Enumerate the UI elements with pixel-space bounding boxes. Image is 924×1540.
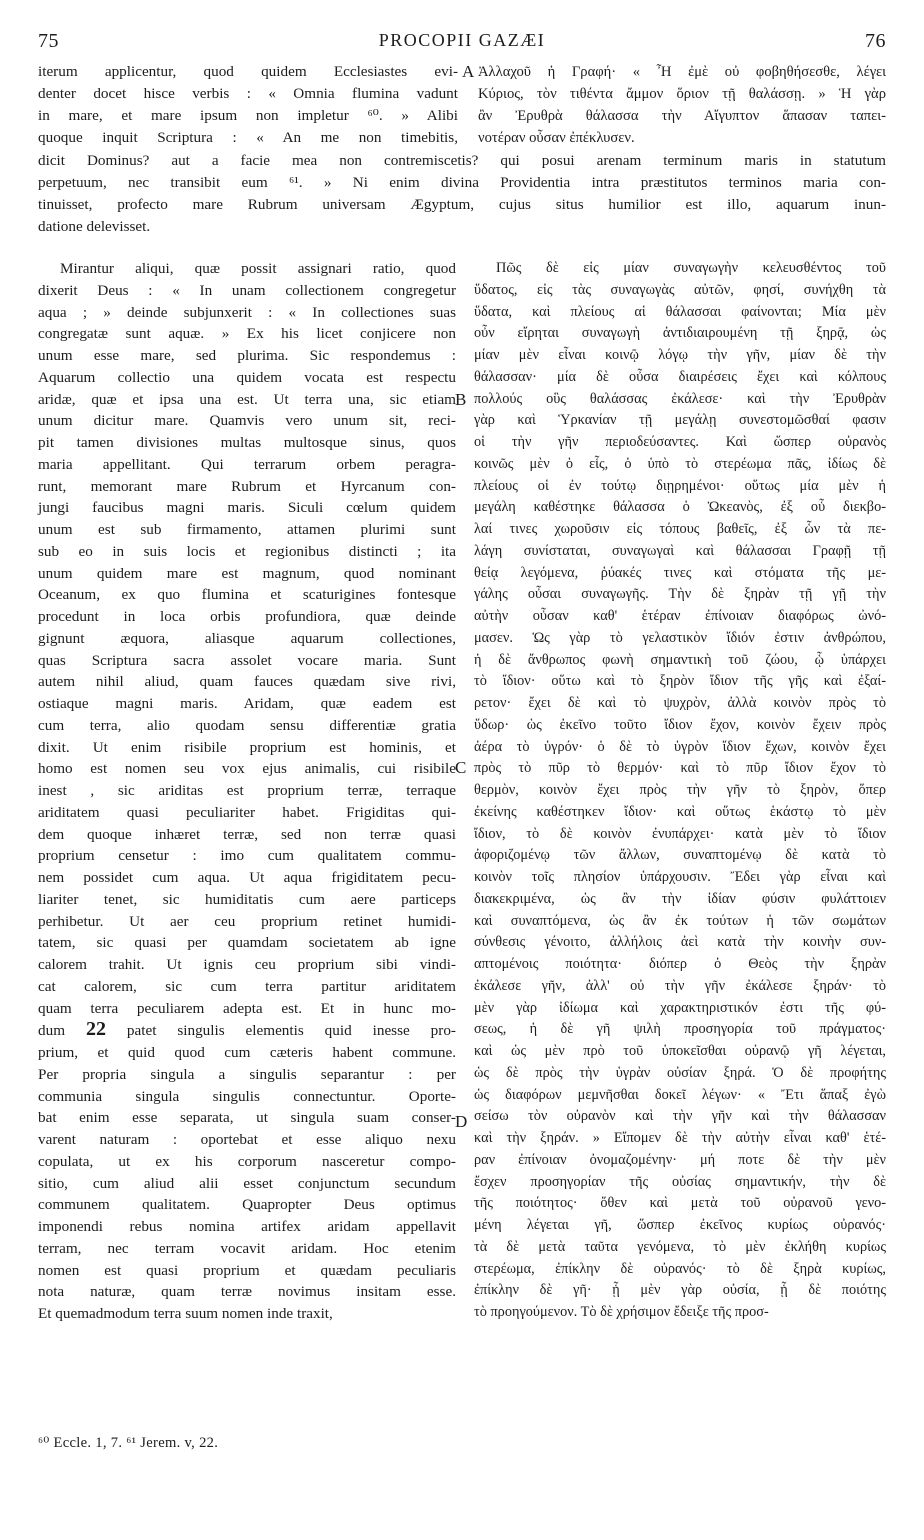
text-line: οὖν εἴρηται συναγωγὴ ἀντιδιαιρουμένη τῇ ξηρᾷ, ὡς	[474, 325, 886, 342]
footnotes: ⁶⁰ Eccle. 1, 7. ⁶¹ Jerem. v, 22.	[38, 1435, 219, 1451]
text-line: πλείους οἱ ἐν τούτῳ διῃρημένοι· οὕτως μία μὲν ἡ	[474, 477, 886, 494]
text-line: runt, memorant mare Rubrum et Hyrcanum con-	[38, 477, 456, 495]
text-line: procedunt in loca orbis profundiora, quæ deinde	[38, 608, 456, 625]
latin-column	[38, 258, 456, 1325]
text-line: aridæ, quæ et ipsa una est. Ut terra una, sic etiam	[38, 390, 456, 408]
text-line: ὕδατα, καὶ πλείους αἱ θάλασσαι φαίνονται; Μία μὲν	[474, 303, 886, 320]
text-line: pit tamen divisiones multas multosque sinus, quos	[38, 434, 456, 451]
text-line: ρετον· ἔχει δὲ καὶ τὸ ψυχρὸν, ἀλλὰ κοινὸν πρὸς τὸ	[474, 695, 886, 711]
margin-marker-c: C	[455, 758, 467, 777]
text-line: στερέωμα, ἐπίκλην δὲ οὐρανός· τὸ δὲ ξηρὰ κυρίως,	[474, 1260, 886, 1277]
text-line: ὕδωρ· ὡς ἐκεῖνο τοῦτο ἴδιον ἔχον, κοινὸν ἔχειν πρὸς	[474, 716, 886, 733]
text-line: maria appellitant. Qui terrarum orbem peragra-	[38, 455, 456, 473]
text-line: datione delevisset.	[38, 218, 151, 235]
text-line: ariditatem quasi peculiariter habet. Frigiditas qui-	[38, 803, 456, 821]
text-line: ἂν Ἐρυθρὰ θάλασσα τὴν Αἴγυπτον ἅπασαν ταπει-	[478, 108, 886, 124]
text-line: λαί τινες χωροῦσιν εἰς τόπους βαθεῖς, ἐξ ὧν τὰ πε-	[474, 521, 886, 537]
text-line: Κύριος, τὸν τιθέντα ἄμμον ὅριον τῇ θαλάσσῃ. » Ἡ γὰρ	[478, 86, 886, 102]
text-line: αὐτὴν οὖσαν καθ' ἑτέραν ἐπίνοιαν διαφόρως ὠνό-	[474, 608, 886, 624]
text-line: communia singula singulis connectuntur. Oporte-	[38, 1087, 456, 1105]
running-title: PROCOPII GAZÆI	[378, 30, 546, 50]
text-line	[38, 1019, 456, 1042]
text-line: ἀέρα τὸ ὑγρόν· ὁ δὲ τὸ ὑγρὸν ἴδιον ἔχων, κοινὸν ἔχει	[474, 738, 886, 755]
text-line: autem nihil aliud, quam fauces quædam sive rivi,	[38, 673, 456, 691]
text-line: ἐκάλεσε γῆν, ἀλλ' οὐ τὴν γῆν ἐκάλεσε ξηράν· τὸ	[474, 977, 886, 994]
text-line: gignunt æquora, aliasque aquarum collectiones,	[38, 629, 456, 647]
text-line: cum terra, alio quodam sensu differentiæ gratia	[38, 716, 456, 734]
text-line: καὶ συναπτόμενα, ὡς ἂν ἐκ τούτων ἡ τῶν σωμάτων	[474, 912, 886, 929]
text-line: Πῶς δὲ εἰς μίαν συναγωγὴν κελευσθέντος τοῦ	[496, 260, 886, 276]
text-line: dixit. Ut enim risibile proprium est hominis, et	[38, 738, 456, 756]
text-line: sub eo in suis locis et regionibus distincti ; ita	[38, 542, 456, 560]
text-line: σείσω τὸν οὐρανὸν καὶ τὴν γῆν καὶ τὴν θάλασσαν	[474, 1108, 886, 1125]
text-line: σεως, ἡ δὲ γῆ ψιλὴ προσηγορία τοῦ πράγματος·	[474, 1021, 886, 1038]
margin-marker-a: A	[462, 62, 475, 81]
text-line: απτομένοις ποιότητα· διόπερ ὁ Θεὸς τὴν ξηρὰν	[474, 956, 886, 972]
text-line: bat enim esse separata, ut singula suam conser-	[38, 1109, 456, 1127]
text-line: μεγάλη καθέστηκε θάλασσα ὁ Ὠκεανὸς, ἐξ οὗ διεκβο-	[474, 499, 886, 516]
text-line: καὶ ὡς μὲν πρὸ τοῦ ὑποκεῖσθαι οὐρανῷ γῆ λέγεται,	[474, 1043, 886, 1059]
text-line: quoque inquit Scriptura : « An me non timebitis,	[38, 129, 458, 146]
text-line: κοινῶς μὲν ὁ εἷς, ὁ ὑπὸ τὸ στερέωμα πᾶς, ἰδίως δὲ	[474, 455, 886, 472]
text-line: τὸ ἴδιον· οὕτω καὶ τὸ ξηρὸν ἴδιον τῆς γῆς καὶ ἐξαί-	[474, 673, 886, 690]
text-line: μένη λέγεται γῆ, ὥσπερ ἐκεῖνος κυρίως οὐρανός·	[474, 1217, 886, 1233]
right-page-number: 76	[865, 30, 886, 52]
text-line: ἡ δὲ ἄνθρωπος φωνὴ σημαντικὴ τοῦ ζώου, ᾧ ὑπάρχει	[474, 651, 886, 668]
text-line: ραν ἐπίνοιαν ὀνομαζομένην· μή ποτε δὲ τὴν μὲν	[474, 1151, 886, 1168]
text-line: prium, et quid quod cum cæteris habent commune.	[38, 1044, 456, 1061]
text-line: ἔσχεν προσηγορίαν τῆς οὐσίας σημαντικήν, τὴν δὲ	[474, 1173, 886, 1190]
text-line: θάλασσαν· μία δὲ οὖσα διαιρέσεις ἔχει καὶ κόλπους	[474, 368, 886, 385]
text-fragment: dum	[38, 1022, 86, 1040]
text-line: liariter tenet, sic humiditatis cum aere particeps	[38, 890, 456, 908]
text-line: calorem trahit. Ut ignis ceu proprium sibi vindi-	[38, 956, 456, 973]
text-line: copulata, ut ex his corporum nasceretur compo-	[38, 1152, 456, 1170]
text-line: θείᾳ λεγόμενα, ῥύακές τινες καὶ στόματα τῆς με-	[474, 564, 886, 581]
text-line: communem qualitatem. Quapropter Deus optimus	[38, 1196, 456, 1214]
text-line: nomen est quasi proprium et quædam peculiaris	[38, 1261, 456, 1279]
text-line: τῆς ποιότητος· ὅθεν καὶ μετὰ τοῦ οὐρανοῦ γενο-	[474, 1195, 886, 1212]
text-line: ἐπίκλην δὲ γῆ· ᾗ μὲν γὰρ οὐσία, ᾗ δὲ ποιότης	[474, 1282, 886, 1299]
text-line: dixerit Deus : « In unam collectionem congregetur	[38, 281, 456, 299]
text-line: Mirantur aliqui, quæ possit assignari ratio, quod	[60, 260, 456, 277]
text-line: Ἀλλαχοῦ ἡ Γραφή· « Ἦ ἐμὲ οὐ φοβηθήσεσθε, λέγει	[478, 64, 886, 80]
text-line: inest , sic ariditas est proprium terræ, terraque	[38, 782, 456, 799]
text-line: Per propria singula a singulis separantur : per	[38, 1065, 456, 1083]
margin-marker-d: D	[455, 1112, 468, 1131]
text-line: θερμὸν, κοινὸν ἔχει πρὸς τὴν γῆν τὸ ξηρὸν, ὅπερ	[474, 782, 886, 798]
text-line: ὡς δὲ πρὸς τὴν ὑγρὰν οὐσίαν ξηρά. Ὁ δὲ προφήτης	[474, 1064, 886, 1081]
text-line: congregatæ sunt aquæ. » Ex his licet conjicere non	[38, 325, 456, 343]
text-line: ὡς διαφόρων μεμνῆσθαι δοκεῖ λέγων· « Ἔτι ἅπαξ ἐγὼ	[474, 1086, 886, 1103]
text-line: in mare, et mare ipsum non impletur ⁶⁰. » Alibi	[38, 107, 458, 124]
text-line: καὶ τὴν ξηράν. » Εἴπομεν δὲ τὴν αὐτὴν εἶναι καθ' ἑτέ-	[474, 1130, 886, 1146]
text-line: nem possidet cum aqua. Ut aqua frigiditatem pecu-	[38, 869, 456, 886]
text-line: ἴδιον, τὸ δὲ κοινὸν ἐνυπάρχει· κατὰ μὲν τὸ ἴδιον	[474, 825, 886, 842]
text-line: sitio, cum aliud alii esset conjunctum secundum	[38, 1174, 456, 1192]
text-line: διακεκριμένα, ὡς ἂν τὴν ἰδίαν φύσιν φυλάττοιεν	[474, 890, 886, 907]
text-line: dem quoque inhæret terræ, sed non terræ quasi	[38, 825, 456, 843]
text-line: iterum applicentur, quod quidem Ecclesiastes evi-	[38, 63, 458, 80]
text-line: aqua ; » deinde subjunxerit : « In collectiones suas	[38, 303, 456, 321]
text-line: ὕδατος, εἰς τὰς συναγωγὰς αὐτῶν, φησί, συνήχθη τὰ	[474, 281, 886, 298]
greek-column	[474, 258, 886, 1324]
text-line: unum esse mare, sed plurima. Sic respondemus :	[38, 347, 456, 364]
text-line: γάλης οὖσαι συναγωγῆς. Τὴν δὲ ξηρὰν τῇ γῇ τὴν	[474, 586, 886, 603]
text-line: unum dicitur mare. Quamvis vero unum sit, reci-	[38, 412, 456, 430]
text-line: nota naturæ, quam terræ novimus insitam esse.	[38, 1283, 456, 1301]
text-line: quam terra peculiarem adepta est. Et in hunc mo-	[38, 999, 456, 1017]
text-line: dicit Dominus? aut a facie mea non contremiscetis? qui posui arenam terminum maris in statutum	[38, 152, 886, 169]
text-line: νοτέραν οὖσαν ἐπέκλυσεν.	[478, 130, 635, 146]
text-line: perhibetur. Ut aer ceu proprium retinet humidi-	[38, 912, 456, 930]
text-line: cat calorem, sic cum terra partitur ariditatem	[38, 977, 456, 995]
text-line: πρὸς τὸ πῦρ τὸ θερμόν· καὶ τὸ πῦρ ἴδιον ἔχον τὸ	[474, 760, 886, 777]
text-line: jungi faucibus magni maris. Siculi cœlum quidem	[38, 499, 456, 517]
text-line: tinuisset, profecto mare Rubrum universam Ægyptum, cujus situs humilior est illo, aquarum inun-	[38, 196, 886, 213]
text-line: unum est sub firmamento, attamen plurimi sunt	[38, 521, 456, 538]
text-line: perpetuum, nec transibit eum ⁶¹. » Ni enim divina Providentia intra præstitutos terminos maria con-	[38, 174, 886, 191]
text-line: λάγη συνίσταται, συναγωγαὶ καὶ θάλασσαι Γραφῇ τῇ	[474, 542, 886, 559]
text-line: terram, nec terram vocavit aridam. Hoc etenim	[38, 1239, 456, 1257]
text-line: imponendi rebus nomina artifex aridam appellavit	[38, 1218, 456, 1235]
text-line: τὰ δὲ μετὰ ταῦτα γενόμενα, τὸ μὲν ἐκλήθη κυρίως	[474, 1238, 886, 1255]
text-line: denter docet hisce verbis : « Omnia flumina vadunt	[38, 85, 458, 102]
text-line: homo est nomen seu vox ejus animalis, cui risibile	[38, 760, 456, 778]
text-line: οἱ τὴν γῆν περιοδεύσαντες. Καὶ ὥσπερ οὐρανὸς	[474, 434, 886, 450]
text-line: ἐκείνης καθέστηκεν ἴδιον· καὶ οὕτως ἑκάστῳ τὸ μὲν	[474, 803, 886, 820]
text-line: σύνθεσις γένοιτο, ἀλλήλοις ἀεὶ κατὰ τὴν κοινὴν συν-	[474, 934, 886, 951]
margin-marker-b: B	[455, 390, 467, 409]
text-line: proprium censetur : imo cum qualitatem commu-	[38, 847, 456, 865]
text-line: quas Scriptura sacra assolet vocare maria. Sunt	[38, 651, 456, 669]
text-line: Aquarum collectio una quidem vocata est respectu	[38, 368, 456, 386]
text-line: ἀφοριζομένῳ τῶν ἄλλων, συναπτομένῳ δὲ κατὰ τὸ	[474, 847, 886, 864]
text-line: Oceanum, ex quo flumina et scaturigines fontesque	[38, 586, 456, 604]
text-line: Et quemadmodum terra suum nomen inde traxit,	[38, 1305, 333, 1322]
column-number: 22	[85, 1018, 106, 1041]
left-page-number: 75	[38, 30, 59, 52]
text-line: τὸ προηγούμενον. Τὸ δὲ χρήσιμον ἔδειξε τῆς προσ-	[474, 1304, 769, 1320]
text-line: κοινὸν τοῖς πλησίον ὑπάρχουσιν. Ἔδει γὰρ εἶναι καὶ	[474, 869, 886, 885]
text-fragment: patet singulis elementis quid inesse pro-	[105, 1022, 456, 1040]
text-line: μὲν γὰρ ἰδίωμα καὶ χαρακτηριστικόν ἐστι τῆς φύ-	[474, 999, 886, 1016]
text-line: unum quidem mare est magnum, quod nominant	[38, 564, 456, 582]
text-line: μασεν. Ὡς γὰρ τὸ γελαστικὸν ἴδιόν ἐστιν ἀνθρώπου,	[474, 629, 886, 646]
text-line: varent naturam : oportebat et esse aliquo nexu	[38, 1131, 456, 1148]
text-line: tatem, sic quasi per quamdam societatem ab igne	[38, 934, 456, 952]
text-line: ostiaque magni maris. Aridam, quæ eadem est	[38, 695, 456, 712]
text-line: μίαν μὲν εἶναι κοινῷ λόγῳ τὴν γῆν, μίαν δὲ τὴν	[474, 347, 886, 363]
text-line: γὰρ καὶ Ὑρκανίαν τῇ μεγάλῃ συνεστομῶσθαί φασιν	[474, 412, 886, 429]
text-line: πολλούς οὓς θαλάσσας ἐκάλεσε· καὶ τὴν Ἐρυθρὰν	[474, 390, 886, 407]
